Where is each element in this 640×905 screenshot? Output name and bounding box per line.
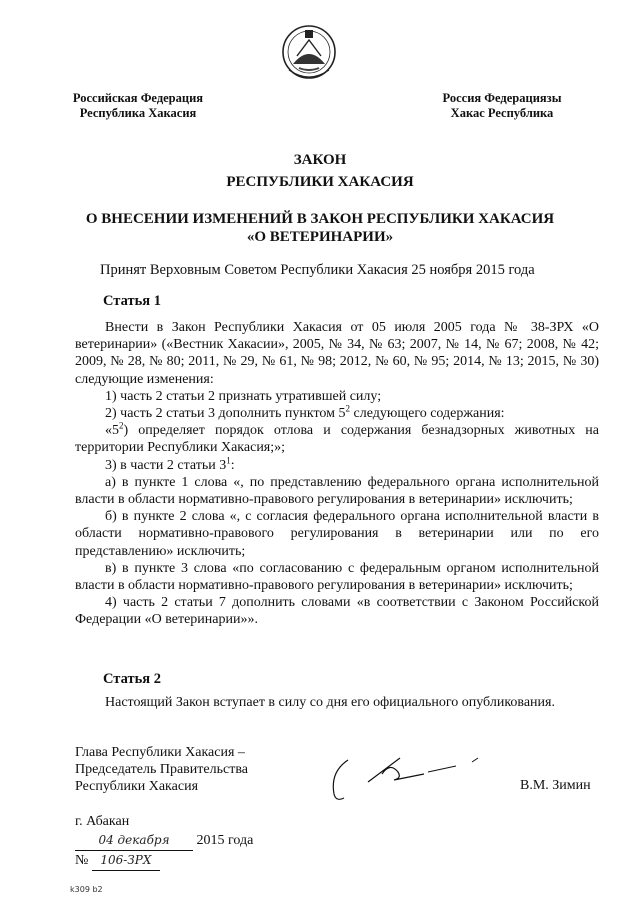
number-prefix: № <box>75 853 89 868</box>
date-line <box>75 831 253 851</box>
article-1-intro: Внести в Закон Республики Хакасия от 05 июля 2005 года № 38-ЗРХ «О ветеринарии» («Вестник Хакасии», 2005, № 34, № 63; 2007, № 14, № 67; 2008, № 42; 2009, № 28, № 80; 2011, № 29, № 61, № 98; 2012, № 60, № 95; 2014, № 13; 2015, № 30) следующие изменения: <box>75 320 599 387</box>
law-title-republic: РЕСПУБЛИКИ ХАКАСИЯ <box>226 174 414 190</box>
law-subject-line1: О ВНЕСЕНИИ ИЗМЕНЕНИЙ В ЗАКОН РЕСПУБЛИКИ ХАКАСИЯ <box>85 211 555 227</box>
article-1-item-2-quote: «$5^2$) определяет порядок отлова и содержания безнадзорных животных на территории Республики Хакасия;»; <box>75 420 599 456</box>
article-2-heading: Статья 2 <box>103 671 161 687</box>
header-left <box>58 91 218 121</box>
handwritten-date: 04 декабря <box>75 831 193 851</box>
signatory-position-line3: Республики Хакасия <box>75 779 199 794</box>
header-left-line1: Российская Федерация <box>72 91 204 105</box>
signatory-name: В.М. Зимин <box>520 778 591 793</box>
number-line <box>75 851 253 871</box>
handwritten-number: 106-ЗРХ <box>92 851 160 871</box>
article-1-subitem-c: в) в пункте 3 слова «по согласованию с федеральным органом исполнительной власти в области нормативно-правового регулирования в ветеринарии» исключить; <box>75 560 599 594</box>
header-left-line2: Республика Хакасия <box>79 106 197 120</box>
signatory-position-line1: Глава Республики Хакасия – <box>75 745 245 760</box>
adoption-statement: Принят Верховным Советом Республики Хакасия 25 ноября 2015 года <box>100 262 535 278</box>
article-1-subitem-b: б) в пункте 2 слова «, с согласия федерального органа исполнительной власти в области нормативно-правового регулирования в ветеринарии или по его представлению» исключить; <box>75 509 599 559</box>
handwritten-signature <box>320 752 490 817</box>
article-1-item-3: 3) в части 2 статьи $3^1$: <box>105 454 235 473</box>
signatory-position-line2: Председатель Правительства <box>75 762 248 777</box>
coat-of-arms-emblem <box>279 20 339 88</box>
article-1-body <box>75 319 599 629</box>
document-footer <box>75 812 253 871</box>
header-right-line1: Россия Федерациязы <box>442 91 562 105</box>
article-2-text: Настоящий Закон вступает в силу со дня его официального опубликования. <box>105 695 555 710</box>
article-1-item-2: 2) часть 2 статьи 3 дополнить пунктом $5^2$ следующего содержания: <box>105 403 505 422</box>
article-1-heading: Статья 1 <box>103 293 161 309</box>
signatory-position <box>75 744 248 795</box>
article-1-subitem-a: а) в пункте 1 слова «, по представлению федерального органа исполнительной власти в области нормативно-правового регулирования в ветеринарии» исключить; <box>75 474 599 508</box>
header-right <box>412 91 592 121</box>
law-subject-line2: «О ВЕТЕРИНАРИИ» <box>246 229 394 245</box>
city: г. Абакан <box>75 814 130 829</box>
article-1-item-1: 1) часть 2 статьи 2 признать утратившей силу; <box>105 388 382 404</box>
law-title: ЗАКОН <box>293 152 347 168</box>
header-right-line2: Хакас Республика <box>450 106 554 120</box>
article-1-item-4: 4) часть 2 статьи 7 дополнить словами «в соответствии с Законом Российской Федерации «О ветеринарии»». <box>75 595 599 628</box>
document-code: k309 b2 <box>70 885 103 894</box>
date-year: 2015 года <box>196 833 254 848</box>
article-2-body <box>75 694 599 711</box>
